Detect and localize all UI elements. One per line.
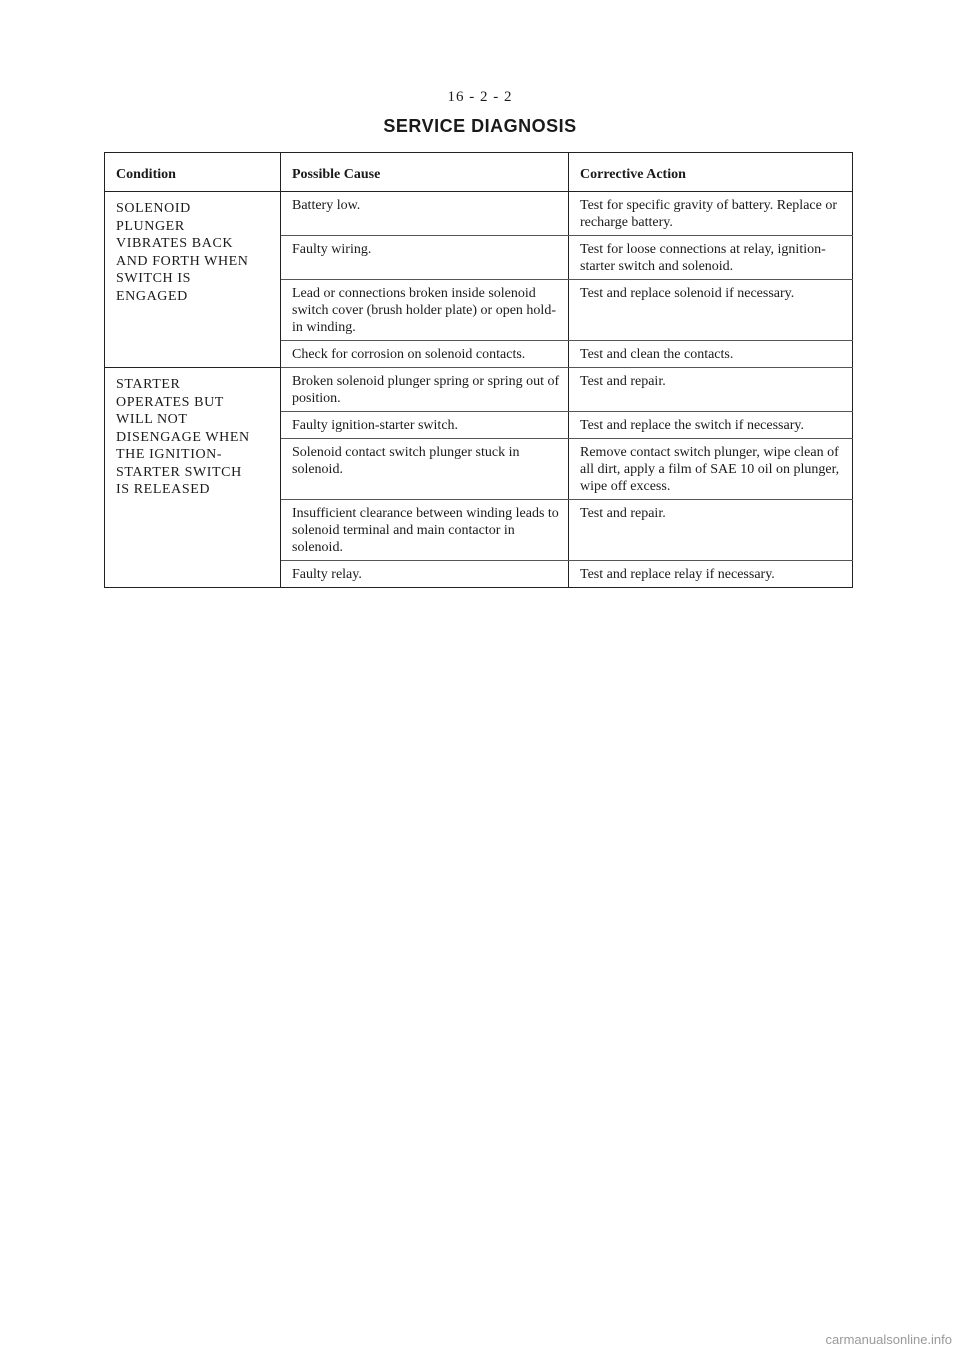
- condition-cell: [105, 368, 281, 588]
- corrective-action-cell: Test for loose connections at relay, ignition-starter switch and solenoid.: [569, 236, 853, 280]
- page-number: 16 - 2 - 2: [447, 89, 513, 105]
- corrective-action-cell: Test and replace solenoid if necessary.: [569, 280, 853, 341]
- possible-cause-cell: Lead or connections broken inside solenoid switch cover (brush holder plate) or open hold-in winding.: [281, 280, 569, 341]
- corrective-action-cell: Test and clean the contacts.: [569, 341, 853, 368]
- corrective-action-cell: Test and replace the switch if necessary.: [569, 412, 853, 439]
- condition-line: IS RELEASED: [116, 482, 211, 497]
- condition-line: ENGAGED: [116, 288, 188, 304]
- corrective-action-cell: Test and repair.: [569, 368, 853, 412]
- possible-cause-cell: Insufficient clearance between winding leads to solenoid terminal and main contactor in solenoid.: [281, 500, 569, 561]
- condition-line: SWITCH IS: [116, 271, 192, 286]
- column-header-corrective-action: Corrective Action: [569, 153, 853, 192]
- condition-line: THE IGNITION-: [116, 447, 223, 462]
- watermark-text: carmanualsonline.info: [825, 1332, 952, 1347]
- condition-line: PLUNGER: [116, 218, 185, 234]
- service-diagnosis-table: [104, 152, 853, 588]
- condition-line: STARTER: [116, 377, 181, 392]
- corrective-action-cell: Test and repair.: [569, 500, 853, 561]
- condition-line: DISENGAGE WHEN: [116, 429, 250, 445]
- possible-cause-cell: Battery low.: [281, 192, 569, 236]
- page-title: SERVICE DIAGNOSIS: [383, 116, 577, 136]
- possible-cause-cell: Check for corrosion on solenoid contacts.: [281, 341, 569, 368]
- condition-cell: [105, 192, 281, 368]
- condition-line: STARTER SWITCH: [116, 464, 242, 480]
- column-header-possible-cause: Possible Cause: [281, 153, 569, 192]
- condition-line: AND FORTH WHEN: [116, 253, 249, 269]
- possible-cause-cell: Faulty ignition-starter switch.: [281, 412, 569, 439]
- condition-line: WILL NOT: [116, 412, 188, 427]
- possible-cause-cell: Faulty wiring.: [281, 236, 569, 280]
- column-header-condition: Condition: [105, 153, 281, 192]
- condition-line: VIBRATES BACK: [116, 236, 234, 251]
- condition-line: OPERATES BUT: [116, 394, 224, 410]
- table-header-row: [105, 153, 853, 192]
- possible-cause-cell: Solenoid contact switch plunger stuck in solenoid.: [281, 439, 569, 500]
- condition-line: SOLENOID: [116, 201, 191, 216]
- possible-cause-cell: Faulty relay.: [281, 561, 569, 588]
- table-row: [105, 368, 853, 412]
- possible-cause-cell: Broken solenoid plunger spring or spring out of position.: [281, 368, 569, 412]
- corrective-action-cell: Test and replace relay if necessary.: [569, 561, 853, 588]
- corrective-action-cell: Remove contact switch plunger, wipe clean of all dirt, apply a film of SAE 10 oil on plunger, wipe off excess.: [569, 439, 853, 500]
- table-row: [105, 192, 853, 236]
- corrective-action-cell: Test for specific gravity of battery. Replace or recharge battery.: [569, 192, 853, 236]
